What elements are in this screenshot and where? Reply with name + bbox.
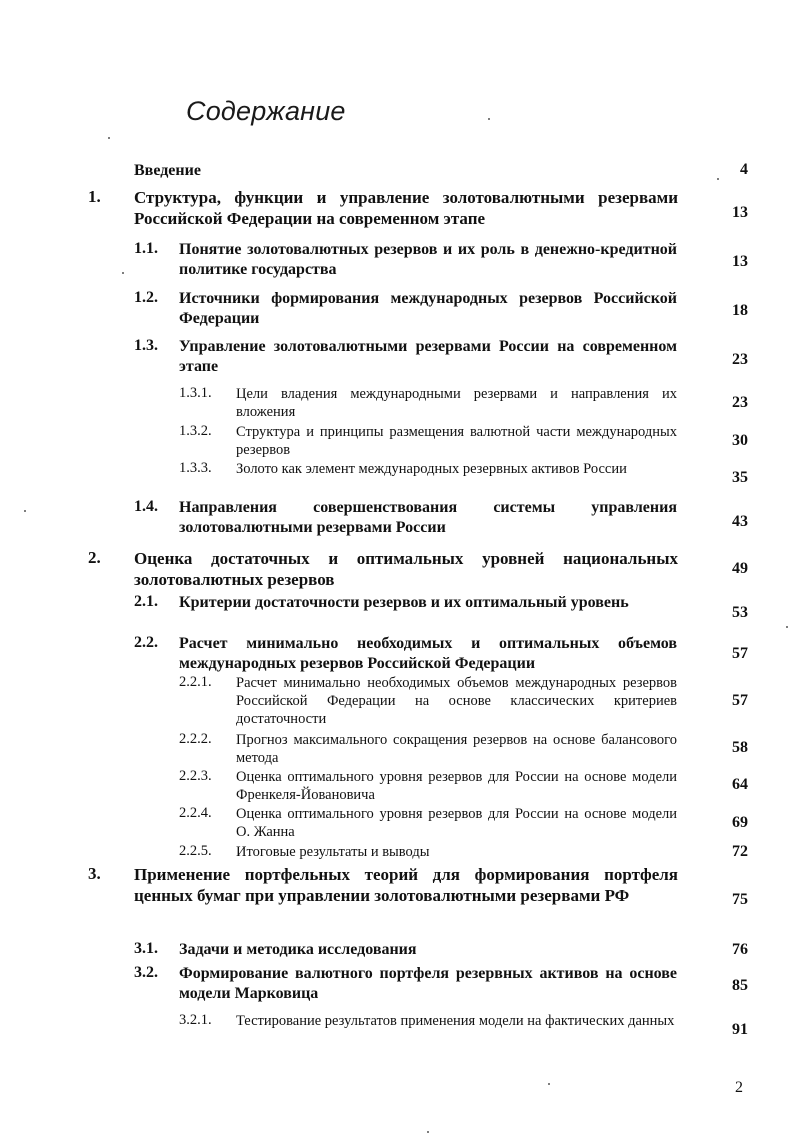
toc-page: 57	[732, 692, 748, 709]
toc-number: 2.1.	[134, 593, 158, 610]
scan-speck	[427, 1131, 429, 1133]
toc-title: Расчет минимально необходимых и оптимальных объемов международных резервов Российской Федерации	[179, 635, 677, 672]
toc-title: Итоговые результаты и выводы	[236, 844, 430, 860]
toc-title: Расчет минимально необходимых объемов международных резервов Российской Федерации на основе классических критериев достаточности	[236, 675, 677, 727]
toc-page: 58	[732, 739, 748, 756]
toc-title: Формирование валютного портфеля резервных активов на основе модели Марковица	[179, 965, 677, 1002]
toc-title: Применение портфельных теорий для формирования портфеля ценных бумаг при управлении золотовалютными резервами РФ	[134, 865, 678, 905]
toc-number: 1.3.	[134, 337, 158, 354]
toc-number: 2.2.	[134, 634, 158, 651]
scan-speck	[24, 510, 26, 512]
toc-number: 2.2.2.	[179, 731, 212, 747]
toc-page: 13	[732, 253, 748, 270]
toc-title: Цели владения международными резервами и направления их вложения	[236, 386, 677, 420]
toc-number: 3.1.	[134, 940, 158, 957]
toc-number: 3.	[88, 864, 101, 883]
toc-number: 2.	[88, 548, 101, 567]
toc-page: 64	[732, 776, 748, 793]
scan-speck	[717, 178, 719, 180]
toc-page: 18	[732, 302, 748, 319]
toc-page: 76	[732, 941, 748, 958]
toc-page: 91	[732, 1021, 748, 1038]
toc-title: Понятие золотовалютных резервов и их роль в денежно-кредитной политике государства	[179, 241, 677, 278]
toc-page: 43	[732, 513, 748, 530]
scan-speck	[122, 272, 124, 274]
toc-number: 1.1.	[134, 240, 158, 257]
toc-page: 23	[732, 351, 748, 368]
toc-title: Структура и принципы размещения валютной части международных резервов	[236, 424, 677, 458]
toc-intro-page: 4	[740, 161, 748, 178]
toc-number: 3.2.1.	[179, 1012, 212, 1028]
toc-title: Управление золотовалютными резервами России на современном этапе	[179, 338, 677, 375]
toc-title: Задачи и методика исследования	[179, 941, 417, 958]
page-number: 2	[735, 1079, 743, 1096]
toc-title: Критерии достаточности резервов и их оптимальный уровень	[179, 594, 629, 611]
toc-intro-label: Введение	[134, 162, 201, 179]
toc-number: 1.2.	[134, 289, 158, 306]
toc-page: 85	[732, 977, 748, 994]
toc-number: 2.2.1.	[179, 674, 212, 690]
toc-page: 13	[732, 204, 748, 221]
toc-page: 57	[732, 645, 748, 662]
toc-page: 72	[732, 843, 748, 860]
toc-number: 3.2.	[134, 964, 158, 981]
scan-speck	[786, 626, 788, 628]
scan-speck	[108, 137, 110, 139]
toc-title: Золото как элемент международных резервных активов России	[236, 461, 627, 477]
toc-page: 49	[732, 560, 748, 577]
toc-title: Оценка оптимального уровня резервов для России на основе модели Френкеля-Йовановича	[236, 769, 677, 803]
toc-title: Источники формирования международных резервов Российской Федерации	[179, 290, 677, 327]
toc-page: 23	[732, 394, 748, 411]
toc-title: Структура, функции и управление золотовалютными резервами Российской Федерации на современном этапе	[134, 188, 678, 228]
toc-title: Оценка оптимального уровня резервов для России на основе модели О. Жанна	[236, 806, 677, 840]
scan-speck	[488, 118, 490, 120]
toc-page: 69	[732, 814, 748, 831]
toc-title: Тестирование результатов применения модели на фактических данных	[236, 1013, 675, 1029]
toc-page: 35	[732, 469, 748, 486]
toc-number: 2.2.4.	[179, 805, 212, 821]
toc-page: 75	[732, 891, 748, 908]
toc-number: 1.3.2.	[179, 423, 212, 439]
page-title: Содержание	[186, 96, 346, 126]
toc-number: 2.2.3.	[179, 768, 212, 784]
toc-number: 2.2.5.	[179, 843, 212, 859]
scan-speck	[548, 1083, 550, 1085]
toc-page: 30	[732, 432, 748, 449]
toc-title: Прогноз максимального сокращения резервов на основе балансового метода	[236, 732, 677, 766]
toc-title: Направления совершенствования системы управления золотовалютными резервами России	[179, 499, 677, 536]
toc-number: 1.	[88, 187, 101, 206]
toc-number: 1.4.	[134, 498, 158, 515]
toc-number: 1.3.1.	[179, 385, 212, 401]
toc-number: 1.3.3.	[179, 460, 212, 476]
toc-title: Оценка достаточных и оптимальных уровней национальных золотовалютных резервов	[134, 549, 678, 589]
toc-page: 53	[732, 604, 748, 621]
